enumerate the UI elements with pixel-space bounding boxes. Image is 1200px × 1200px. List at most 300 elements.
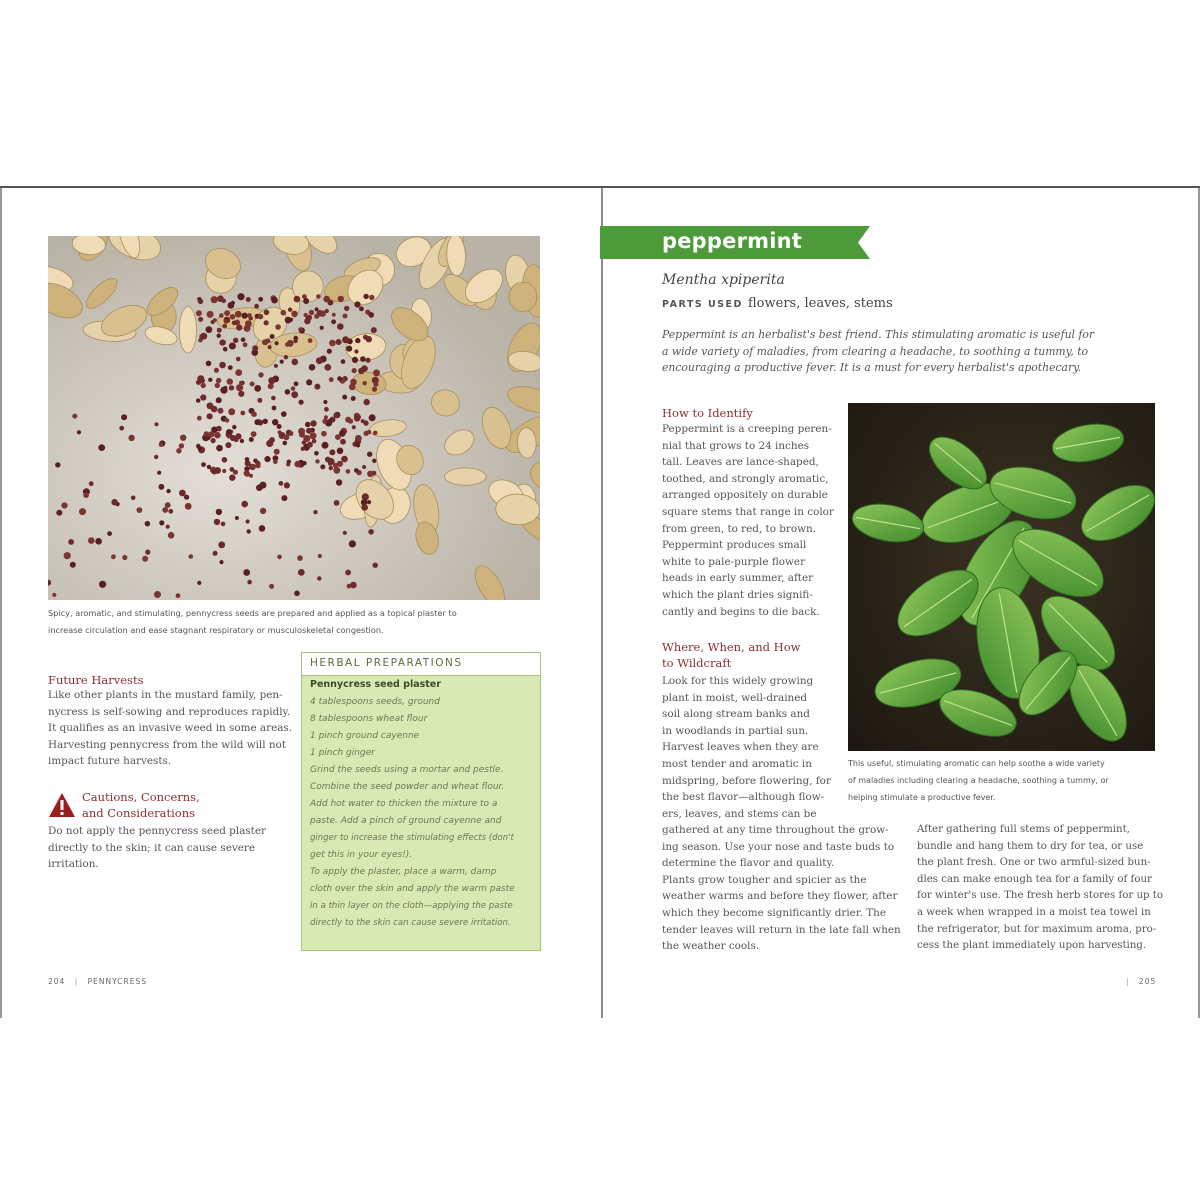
seed xyxy=(196,398,200,402)
seed xyxy=(107,531,112,536)
recipe-line: 4 tablespoons seeds, ground xyxy=(310,697,440,707)
text-line: ers, leaves, and stems can be xyxy=(662,807,817,820)
seed xyxy=(237,293,244,300)
seed xyxy=(308,338,313,343)
seed xyxy=(224,319,229,324)
left-folio xyxy=(48,977,147,986)
seed xyxy=(312,439,317,444)
seed xyxy=(268,345,272,349)
seed xyxy=(231,301,235,305)
seed xyxy=(362,465,366,469)
seed-photo-caption-2: increase circulation and ease stagnant respiratory or musculoskeletal congestion. xyxy=(48,625,384,635)
right-page-number: 205 xyxy=(1138,977,1157,986)
seed xyxy=(352,368,357,373)
seed xyxy=(324,407,329,412)
seed xyxy=(285,342,290,347)
seed xyxy=(196,310,202,316)
seed xyxy=(259,482,266,489)
parts-used-line xyxy=(662,292,893,311)
seed xyxy=(216,397,222,403)
seed xyxy=(221,522,226,527)
seed xyxy=(229,475,235,481)
cautions-heading-2: and Considerations xyxy=(82,806,196,820)
seed xyxy=(228,408,235,415)
seed xyxy=(214,368,219,373)
seed xyxy=(235,369,242,376)
seed xyxy=(223,347,228,352)
seed xyxy=(305,422,310,427)
seed xyxy=(217,334,221,338)
seed xyxy=(275,341,279,345)
seed xyxy=(331,319,336,324)
herbal-preparations-box xyxy=(301,652,541,951)
seed xyxy=(247,313,252,318)
text-line: It qualifies as an invasive weed in some areas. xyxy=(48,722,293,735)
seed xyxy=(232,321,237,326)
seed xyxy=(236,384,243,391)
seed xyxy=(244,470,250,476)
recipe-line: Combine the seed powder and wheat flour. xyxy=(310,782,505,792)
left-running-head: PENNYCRESS xyxy=(87,977,148,986)
recipe-line: in a thin layer on the cloth—applying the paste xyxy=(310,901,513,911)
seed xyxy=(224,310,230,316)
seed xyxy=(246,519,250,523)
seed xyxy=(327,349,332,354)
how-to-identify-heading: How to Identify xyxy=(662,406,753,420)
seed xyxy=(366,336,372,342)
seed xyxy=(344,306,349,311)
how-to-identify-body xyxy=(662,421,842,620)
peppermint-plant-photo xyxy=(848,403,1155,751)
future-harvests-body xyxy=(48,687,293,770)
seed xyxy=(272,406,277,411)
seed xyxy=(373,431,378,436)
seed xyxy=(227,378,233,384)
seed xyxy=(333,467,340,474)
seed xyxy=(207,465,211,469)
seed xyxy=(363,420,368,425)
text-line: which the plant dries signifi- xyxy=(662,588,813,601)
seed xyxy=(168,509,173,514)
text-line: in woodlands in partial sun. xyxy=(662,724,809,737)
seed xyxy=(329,449,335,455)
seed xyxy=(281,495,287,501)
seed xyxy=(356,443,360,447)
seed xyxy=(61,502,67,508)
seed xyxy=(371,327,377,333)
text-line: toothed, and strongly aromatic, xyxy=(662,472,829,485)
seed xyxy=(367,471,373,477)
seed-pod xyxy=(179,307,196,353)
seed xyxy=(215,383,220,388)
seed xyxy=(307,442,313,448)
seed xyxy=(242,313,248,319)
seed xyxy=(222,457,228,463)
seed xyxy=(272,419,278,425)
cautions-body xyxy=(48,823,293,873)
seed xyxy=(235,516,239,520)
page-gutter xyxy=(601,188,603,1018)
seed xyxy=(367,500,371,504)
seed xyxy=(338,296,344,302)
seed xyxy=(137,507,143,513)
seed xyxy=(299,400,304,405)
seed xyxy=(281,411,287,417)
seed xyxy=(208,378,212,382)
seed xyxy=(350,379,357,386)
seed xyxy=(303,435,310,442)
seed xyxy=(306,379,312,385)
plant-title: peppermint xyxy=(662,229,803,253)
where-when-heading-2: to Wildcraft xyxy=(662,656,732,670)
seed xyxy=(72,414,77,419)
seed xyxy=(318,554,322,558)
text-line: encouraging a productive fever. It is a must for every herbalist's apothecary. xyxy=(662,361,1082,375)
seed xyxy=(70,562,76,568)
seed xyxy=(55,462,60,467)
recipe-line: 1 pinch ginger xyxy=(310,748,375,758)
seed xyxy=(240,411,245,416)
text-line: Peppermint is a creeping peren- xyxy=(662,423,832,435)
text-line: bundle and hang them to dry for tea, or use xyxy=(917,840,1144,852)
right-folio xyxy=(1126,977,1156,986)
recipe-line: Add hot water to thicken the mixture to a xyxy=(310,799,498,809)
seed xyxy=(214,432,220,438)
seed xyxy=(277,424,282,429)
seed xyxy=(168,532,175,539)
seed xyxy=(128,435,134,441)
seed xyxy=(159,520,164,525)
seed xyxy=(368,529,374,535)
seed xyxy=(337,376,342,381)
seed xyxy=(329,340,336,347)
seed xyxy=(179,490,186,497)
seed xyxy=(352,425,356,429)
seed xyxy=(268,383,274,389)
seed xyxy=(255,463,260,468)
seed xyxy=(264,310,270,316)
seed xyxy=(324,364,331,371)
seed xyxy=(315,459,319,463)
recipe-line: ginger to increase the stimulating effects (don't xyxy=(310,833,514,843)
seed xyxy=(121,414,127,420)
seed xyxy=(200,333,207,340)
seed xyxy=(258,372,263,377)
seed xyxy=(323,400,327,404)
seed xyxy=(99,581,106,588)
text-line: white to pale-purple flower xyxy=(662,555,806,568)
seed xyxy=(372,387,377,392)
seed xyxy=(269,584,274,589)
text-line: the refrigerator, but for maximum aroma, pro- xyxy=(917,923,1157,935)
seed xyxy=(316,357,323,364)
seed xyxy=(240,439,244,443)
seed xyxy=(219,362,226,369)
seed xyxy=(280,360,284,364)
seed xyxy=(363,294,368,299)
seed xyxy=(355,435,362,442)
seed xyxy=(302,461,306,465)
text-line: determine the flavor and quality. xyxy=(662,857,835,870)
recipe-line: directly to the skin can cause severe irritation. xyxy=(310,918,511,928)
seed xyxy=(176,448,181,453)
seed xyxy=(317,576,321,580)
seed xyxy=(252,345,258,351)
seed xyxy=(211,438,216,443)
seed xyxy=(216,509,222,515)
seed xyxy=(145,550,150,555)
seed xyxy=(343,531,347,535)
seed xyxy=(233,338,238,343)
text-line: dles can make enough tea for a family of four xyxy=(917,873,1152,885)
seed xyxy=(165,502,171,508)
seed xyxy=(239,381,243,385)
text-line: plant in moist, well-drained xyxy=(662,691,808,704)
seed xyxy=(294,461,300,467)
seed xyxy=(64,552,71,559)
seed xyxy=(293,339,297,343)
seed xyxy=(142,556,148,562)
seed xyxy=(350,582,357,589)
seed xyxy=(254,419,260,425)
seed xyxy=(197,581,201,585)
seed xyxy=(291,311,297,317)
seed xyxy=(258,297,263,302)
seed xyxy=(216,378,221,383)
text-line: impact future harvests. xyxy=(48,755,172,768)
text-line: Peppermint is an herbalist's best friend. This stimulating aromatic is useful for xyxy=(662,328,1095,341)
seed xyxy=(366,358,371,363)
seed xyxy=(314,384,320,390)
seed xyxy=(157,471,161,475)
seed xyxy=(88,537,95,544)
mint-caption-1: This useful, stimulating aromatic can help soothe a wide variety xyxy=(848,759,1105,768)
text-line: Like other plants in the mustard family, pen- xyxy=(48,689,283,701)
where-when-body-narrow xyxy=(662,673,842,822)
seed xyxy=(372,459,376,463)
seed xyxy=(219,313,224,318)
seed xyxy=(257,398,262,403)
seed xyxy=(315,307,319,311)
seed xyxy=(241,337,246,342)
seed xyxy=(369,414,376,421)
seed xyxy=(342,395,347,400)
seed xyxy=(179,443,184,448)
text-line: for winter's use. The fresh herb stores for up to xyxy=(917,890,1164,902)
seed xyxy=(270,334,275,339)
text-line: cess the plant immediately upon harvesting. xyxy=(917,940,1147,952)
seed xyxy=(229,385,234,390)
seed xyxy=(336,479,342,485)
seed xyxy=(68,539,74,545)
recipe-title: Pennycress seed plaster xyxy=(310,679,441,690)
seed xyxy=(284,355,288,359)
seed xyxy=(247,580,252,585)
seed xyxy=(277,555,282,560)
seed xyxy=(216,445,223,452)
seed xyxy=(359,306,364,311)
seed xyxy=(189,554,194,559)
seed xyxy=(213,318,217,322)
seed xyxy=(236,325,242,331)
parts-used-value: flowers, leaves, stems xyxy=(748,296,893,311)
seed xyxy=(345,570,351,576)
seed xyxy=(219,560,223,564)
seed xyxy=(327,300,333,306)
seed xyxy=(222,324,227,329)
seed xyxy=(285,389,291,395)
seed xyxy=(251,411,257,417)
seed xyxy=(367,452,372,457)
text-line: Do not apply the pennycress seed plaster xyxy=(48,825,266,837)
seed xyxy=(320,464,325,469)
seed xyxy=(283,441,288,446)
seed xyxy=(77,430,81,434)
seed xyxy=(361,504,368,511)
seed xyxy=(201,462,206,467)
text-line: nycress is self-sowing and reproduces rapidly. xyxy=(48,705,291,718)
folio-divider: | xyxy=(74,977,79,986)
text-line: midspring, before flowering, for xyxy=(662,774,831,787)
seed xyxy=(322,442,329,449)
seed xyxy=(250,464,256,470)
seed xyxy=(274,364,278,368)
text-line: Look for this widely growing xyxy=(662,675,814,687)
text-line: heads in early summer, after xyxy=(662,572,814,585)
seed xyxy=(198,317,203,322)
pennycress-seeds-photo xyxy=(48,236,540,600)
seed xyxy=(309,364,316,371)
seed xyxy=(294,381,299,386)
seed xyxy=(243,569,250,576)
seed xyxy=(288,318,293,323)
seed xyxy=(83,492,89,498)
seed xyxy=(254,304,259,309)
text-line: Plants grow tougher and spicier as the xyxy=(662,873,867,886)
seed xyxy=(291,386,296,391)
seed xyxy=(243,342,248,347)
mint-caption-3: helping stimulate a productive fever. xyxy=(848,793,996,802)
seed xyxy=(332,313,336,317)
seed xyxy=(52,593,56,597)
seed xyxy=(288,431,293,436)
text-line: a wide variety of maladies, from clearing a headache, to soothing a tummy, to xyxy=(662,344,1089,358)
seed xyxy=(310,432,317,439)
seed xyxy=(162,507,168,513)
text-line: nial that grows to 24 inches xyxy=(662,439,810,452)
seed xyxy=(351,396,356,401)
text-line: Peppermint produces small xyxy=(662,539,807,552)
seed xyxy=(284,482,290,488)
seed xyxy=(325,309,329,313)
seed xyxy=(368,312,374,318)
seed xyxy=(264,320,269,325)
text-line: square stems that range in color xyxy=(662,505,834,518)
seed xyxy=(294,591,300,597)
text-line: Harvesting pennycress from the wild will not xyxy=(48,738,287,751)
seed xyxy=(217,328,222,333)
seed xyxy=(230,314,236,320)
recipe-line: paste. Add a pinch of ground cayenne and xyxy=(310,816,502,826)
seed xyxy=(354,349,358,353)
seed-photo-caption-1: Spicy, aromatic, and stimulating, pennycress seeds are prepared and applied as a topical plaster to xyxy=(48,608,457,618)
seed xyxy=(352,357,358,363)
seed xyxy=(297,555,303,561)
where-when-heading-1: Where, When, and How xyxy=(662,640,801,654)
text-line: arranged oppositely on durable xyxy=(662,489,828,502)
seed xyxy=(337,323,344,330)
seed xyxy=(304,318,310,324)
seed xyxy=(301,447,305,451)
where-when-body-wide xyxy=(662,822,902,955)
seed xyxy=(262,339,268,345)
seed xyxy=(279,481,284,486)
seed xyxy=(198,446,202,450)
seed xyxy=(340,439,346,445)
seed xyxy=(275,324,281,330)
text-line: tender leaves will return in the late fall when xyxy=(662,923,901,936)
text-line: from green, to red, to brown. xyxy=(662,522,817,535)
seed xyxy=(111,554,116,559)
seed xyxy=(245,457,250,462)
recipe-line: Grind the seeds using a mortar and pestle. xyxy=(310,765,504,775)
seed xyxy=(292,359,299,366)
seed xyxy=(236,357,241,362)
seed xyxy=(364,399,370,405)
seed xyxy=(79,508,86,515)
seed xyxy=(56,510,62,516)
text-line: weather warms and before they flower, after xyxy=(662,890,898,903)
seed xyxy=(212,469,218,475)
seed xyxy=(159,484,165,490)
seed xyxy=(333,463,338,468)
peppermint-plant-illustration xyxy=(848,403,1155,751)
seed xyxy=(233,470,238,475)
seed xyxy=(200,394,206,400)
text-line: cantly and begins to die back. xyxy=(662,605,820,618)
seed xyxy=(254,385,261,392)
seed xyxy=(273,459,278,464)
seed xyxy=(225,442,231,448)
text-line: which they become significantly drier. The xyxy=(662,906,887,919)
seed xyxy=(263,419,268,424)
seed xyxy=(281,310,287,316)
seed xyxy=(329,377,334,382)
seed xyxy=(304,313,308,317)
text-line: most tender and aromatic in xyxy=(662,757,812,770)
seed xyxy=(260,508,266,514)
seed xyxy=(316,294,321,299)
text-line: tall. Leaves are lance-shaped, xyxy=(662,456,819,469)
seed xyxy=(185,503,192,510)
seed xyxy=(228,365,233,370)
seed xyxy=(250,382,255,387)
text-line: the best flavor—although flow- xyxy=(662,791,825,804)
mint-caption-2: of maladies including clearing a headache, soothing a tummy, or xyxy=(848,776,1109,785)
seed xyxy=(206,361,212,367)
recipe-line: 8 tablespoons wheat flour xyxy=(310,714,428,724)
seed xyxy=(314,451,319,456)
seed xyxy=(154,591,161,598)
text-line: the weather cools. xyxy=(662,940,760,953)
seed xyxy=(198,299,203,304)
parts-used-label: PARTS USED xyxy=(662,299,743,310)
seed xyxy=(313,510,317,514)
seed xyxy=(154,455,158,459)
seed xyxy=(354,468,359,473)
seed xyxy=(232,425,236,429)
text-line: soil along stream banks and xyxy=(662,708,810,721)
